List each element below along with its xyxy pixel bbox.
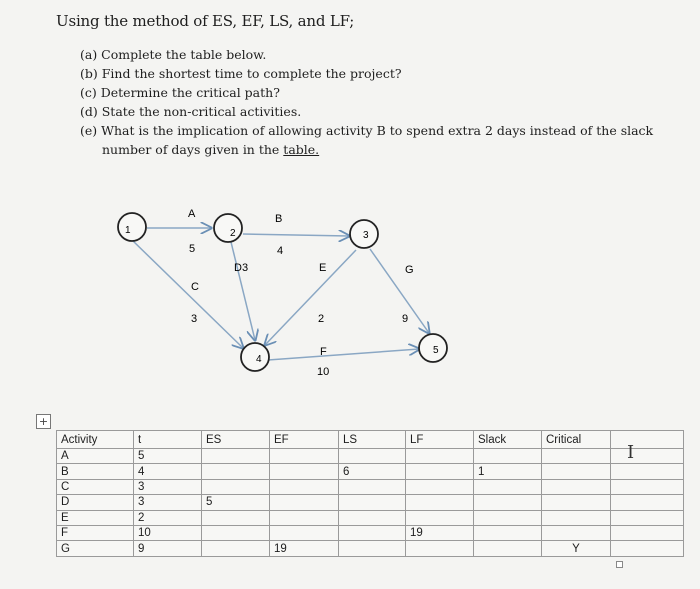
table-move-handle[interactable]: +: [36, 414, 51, 429]
edge-a-activity: A: [188, 208, 196, 220]
cell-lf[interactable]: [406, 464, 474, 479]
col-header-slack[interactable]: Slack: [474, 431, 542, 449]
cell-ef[interactable]: [270, 464, 339, 479]
question-item-e: (e) What is the implication of allowing activity B to spend extra 2 days instead of the slack: [80, 123, 654, 138]
cell-activity[interactable]: F: [57, 525, 134, 540]
cell-lf[interactable]: [406, 541, 474, 556]
edge-e-activity: E: [319, 262, 327, 274]
table-resize-handle[interactable]: [616, 561, 623, 568]
question-item-b: (b) Find the shortest time to complete the project?: [80, 66, 402, 81]
cell-extra[interactable]: [611, 525, 684, 540]
table-row: [57, 495, 684, 510]
cell-critical[interactable]: [542, 449, 611, 464]
cell-ef[interactable]: [270, 525, 339, 540]
edge-e-duration: 2: [318, 313, 325, 325]
cell-slack[interactable]: 1: [474, 464, 542, 479]
cell-slack[interactable]: [474, 495, 542, 510]
cell-activity[interactable]: D: [57, 495, 134, 510]
col-header-extra[interactable]: [611, 431, 684, 449]
cell-ef[interactable]: [270, 495, 339, 510]
edge-a-duration: 5: [189, 243, 196, 255]
cell-activity[interactable]: G: [57, 541, 134, 556]
text-cursor-icon: I: [627, 442, 635, 463]
cell-activity[interactable]: B: [57, 464, 134, 479]
table-row: [57, 541, 684, 556]
table-row: [57, 479, 684, 494]
activity-table: [56, 430, 684, 557]
edge-f-activity: F: [320, 346, 327, 358]
cell-t[interactable]: 3: [134, 495, 202, 510]
col-header-t[interactable]: t: [134, 431, 202, 449]
col-header-es[interactable]: ES: [202, 431, 270, 449]
edge-g-activity: G: [405, 264, 414, 276]
col-header-ls[interactable]: LS: [339, 431, 406, 449]
cell-slack[interactable]: [474, 541, 542, 556]
edge-b-activity: B: [275, 213, 283, 225]
cell-activity[interactable]: C: [57, 479, 134, 494]
cell-ls[interactable]: [339, 495, 406, 510]
cell-extra[interactable]: [611, 479, 684, 494]
cell-es[interactable]: [202, 525, 270, 540]
node-2-label: 2: [230, 228, 236, 239]
cell-ls[interactable]: [339, 449, 406, 464]
cell-t[interactable]: 5: [134, 449, 202, 464]
table-row: [57, 449, 684, 464]
edge-b: [243, 234, 349, 236]
cell-t[interactable]: 9: [134, 541, 202, 556]
cell-lf[interactable]: [406, 449, 474, 464]
cell-extra[interactable]: [611, 449, 684, 464]
cell-critical[interactable]: [542, 479, 611, 494]
cell-slack[interactable]: [474, 525, 542, 540]
cell-activity[interactable]: E: [57, 510, 134, 525]
cell-ef[interactable]: [270, 510, 339, 525]
cell-es[interactable]: [202, 479, 270, 494]
col-header-ef[interactable]: EF: [270, 431, 339, 449]
cell-es[interactable]: [202, 541, 270, 556]
cell-es[interactable]: [202, 449, 270, 464]
table-row: [57, 525, 684, 540]
question-item-e-text: number of days given in the: [102, 142, 280, 157]
cell-critical[interactable]: [542, 525, 611, 540]
node-2-circle: [214, 214, 242, 242]
question-item-c: (c) Determine the critical path?: [80, 85, 280, 100]
cell-t[interactable]: 4: [134, 464, 202, 479]
cell-extra[interactable]: [611, 541, 684, 556]
cell-ef[interactable]: [270, 449, 339, 464]
table-row: [57, 510, 684, 525]
cell-ls[interactable]: 6: [339, 464, 406, 479]
edge-d: [231, 242, 255, 340]
cell-t[interactable]: 2: [134, 510, 202, 525]
node-1-circle: [118, 213, 146, 241]
cell-activity[interactable]: A: [57, 449, 134, 464]
node-3-label: 3: [363, 230, 369, 241]
cell-ls[interactable]: [339, 541, 406, 556]
edge-e: [265, 250, 356, 345]
cell-slack[interactable]: [474, 479, 542, 494]
cell-critical[interactable]: [542, 510, 611, 525]
node-1-label: 1: [125, 225, 131, 236]
cell-extra[interactable]: [611, 510, 684, 525]
cell-ef[interactable]: 19: [270, 541, 339, 556]
cell-critical[interactable]: [542, 495, 611, 510]
cell-slack[interactable]: [474, 510, 542, 525]
cell-critical[interactable]: Y: [542, 541, 611, 556]
cell-t[interactable]: 10: [134, 525, 202, 540]
edge-c: [132, 240, 243, 348]
node-4-circle: [241, 343, 269, 371]
col-header-critical[interactable]: Critical: [542, 431, 611, 449]
cell-lf[interactable]: [406, 479, 474, 494]
edge-c-duration: 3: [191, 313, 198, 325]
edge-f: [268, 349, 419, 360]
edge-d-activity: D3: [234, 262, 249, 274]
node-5-label: 5: [433, 345, 439, 356]
table-header-row: [57, 431, 684, 449]
cell-es[interactable]: 5: [202, 495, 270, 510]
question-item-d: (d) State the non-critical activities.: [80, 104, 302, 119]
cell-es[interactable]: [202, 464, 270, 479]
cell-lf[interactable]: [406, 510, 474, 525]
cell-es[interactable]: [202, 510, 270, 525]
cell-extra[interactable]: [611, 464, 684, 479]
edge-f-duration: 10: [317, 366, 330, 378]
edge-b-duration: 4: [277, 245, 284, 257]
cell-slack[interactable]: [474, 449, 542, 464]
col-header-activity[interactable]: Activity: [57, 431, 134, 449]
cell-lf[interactable]: [406, 495, 474, 510]
table-row: [57, 464, 684, 479]
question-heading: Using the method of ES, EF, LS, and LF;: [56, 12, 355, 30]
cell-extra[interactable]: [611, 495, 684, 510]
cell-critical[interactable]: [542, 464, 611, 479]
table-link[interactable]: table.: [283, 142, 320, 157]
question-item-a: (a) Complete the table below.: [80, 47, 267, 62]
edge-c-activity: C: [191, 281, 199, 293]
cell-ls[interactable]: [339, 479, 406, 494]
edge-g: [370, 249, 429, 333]
cell-ls[interactable]: [339, 510, 406, 525]
node-4-label: 4: [256, 354, 262, 365]
cell-ef[interactable]: [270, 479, 339, 494]
cell-ls[interactable]: [339, 525, 406, 540]
edge-g-duration: 9: [402, 313, 409, 325]
cell-t[interactable]: 3: [134, 479, 202, 494]
col-header-lf[interactable]: LF: [406, 431, 474, 449]
cell-lf[interactable]: 19: [406, 525, 474, 540]
